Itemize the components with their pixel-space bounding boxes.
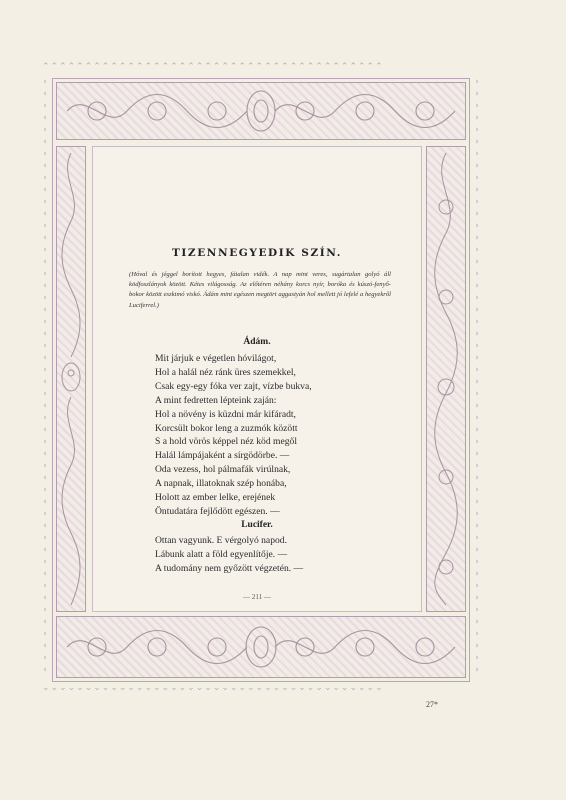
verse-line: Csak egy-egy fóka ver zajt, vízbe bukva, [155,380,312,392]
scene-title: TIZENNEGYEDIK SZÍN. [172,247,342,259]
verse-line: Mit járjuk e végetlen hóvilágot, [155,353,277,364]
bottom-ornament-panel [56,616,466,678]
verse-line: Hol a halál néz ránk üres szemekkel, [155,366,296,378]
verse-line: Holott az ember lelke, erejének [155,492,276,504]
left-chevron-border: ‹ ‹ ‹ ‹ ‹ ‹ ‹ ‹ ‹ ‹ ‹ ‹ ‹ ‹ ‹ ‹ ‹ ‹ ‹ ‹ ‹ ‹ ‹ ‹ ‹ ‹ ‹ ‹ ‹ ‹ ‹ ‹ ‹ ‹ ‹ ‹ ‹ ‹ ‹ ‹ ‹ ‹ ‹ ‹ ‹ ‹ ‹ ‹ ‹ ‹ [43,77,47,675]
speaker-adam: Ádám. [243,337,271,347]
verse-line: Ottan vagyunk. E vérgolyó napod. [155,535,287,546]
speech-adam [155,352,395,519]
verse-line: Oda vezess, hol pálmafák virúlnak, [155,464,291,476]
verse-line: S a hold vörös képpel néz köd megől [155,436,298,448]
verse-line: A tudomány nem győzött végzetén. — [155,562,304,574]
left-ornament-panel [56,146,86,612]
bottom-chevron-border: ⌄⌄⌄⌄⌄⌄⌄⌄⌄⌄⌄⌄⌄⌄⌄⌄⌄⌄⌄⌄⌄⌄⌄⌄⌄⌄⌄⌄⌄⌄⌄⌄⌄⌄⌄⌄⌄⌄⌄⌄ [42,683,384,693]
printer-signature: 27* [426,700,438,709]
stage-direction: (Hóval és jéggel borított hegyes, fátalan vidék. A nap mint veres, sugártalan golyó áll ködfoszlányok között. Kétes világosság. Az előtéren néhány korcs nyír, boróka és kúszó-fenyő-bokor között eszkimó viskó. Ádám mint egészen megtört aggastyán hol mellett jó lefelé a hegyekről Luciferrel.) [129,271,391,309]
top-ornament-panel [56,82,466,140]
speaker-lucifer: Lucifer. [241,520,273,530]
right-ornament-panel [426,146,466,612]
verse-line: Öntudatára fejlődött egészen. — [155,505,280,517]
verse-line: A mint fedretten lépteink zaján: [155,394,277,406]
verse-line: Hol a növény is küzdni már kifáradt, [155,408,296,420]
verse-line: Halál lámpájaként a sírgödörbe. — [155,450,290,462]
page-number: — 211 — [243,593,271,601]
verse-line: A napnak, illatoknak szép honába, [155,478,287,490]
right-chevron-border: › › › › › › › › › › › › › › › › › › › › › › › › › › › › › › › › › › › › › › › › › › › › › › › › › › [475,77,479,675]
verse-line: Korcsült bokor leng a zuzmók között [155,422,298,434]
text-block [92,146,422,612]
top-chevron-border: ⌃⌃⌃⌃⌃⌃⌃⌃⌃⌃⌃⌃⌃⌃⌃⌃⌃⌃⌃⌃⌃⌃⌃⌃⌃⌃⌃⌃⌃⌃⌃⌃⌃⌃⌃⌃⌃⌃⌃⌃ [42,62,384,72]
verse-line: Lábunk alatt a föld egyenlítője. — [155,548,288,560]
speech-lucifer [155,534,395,576]
